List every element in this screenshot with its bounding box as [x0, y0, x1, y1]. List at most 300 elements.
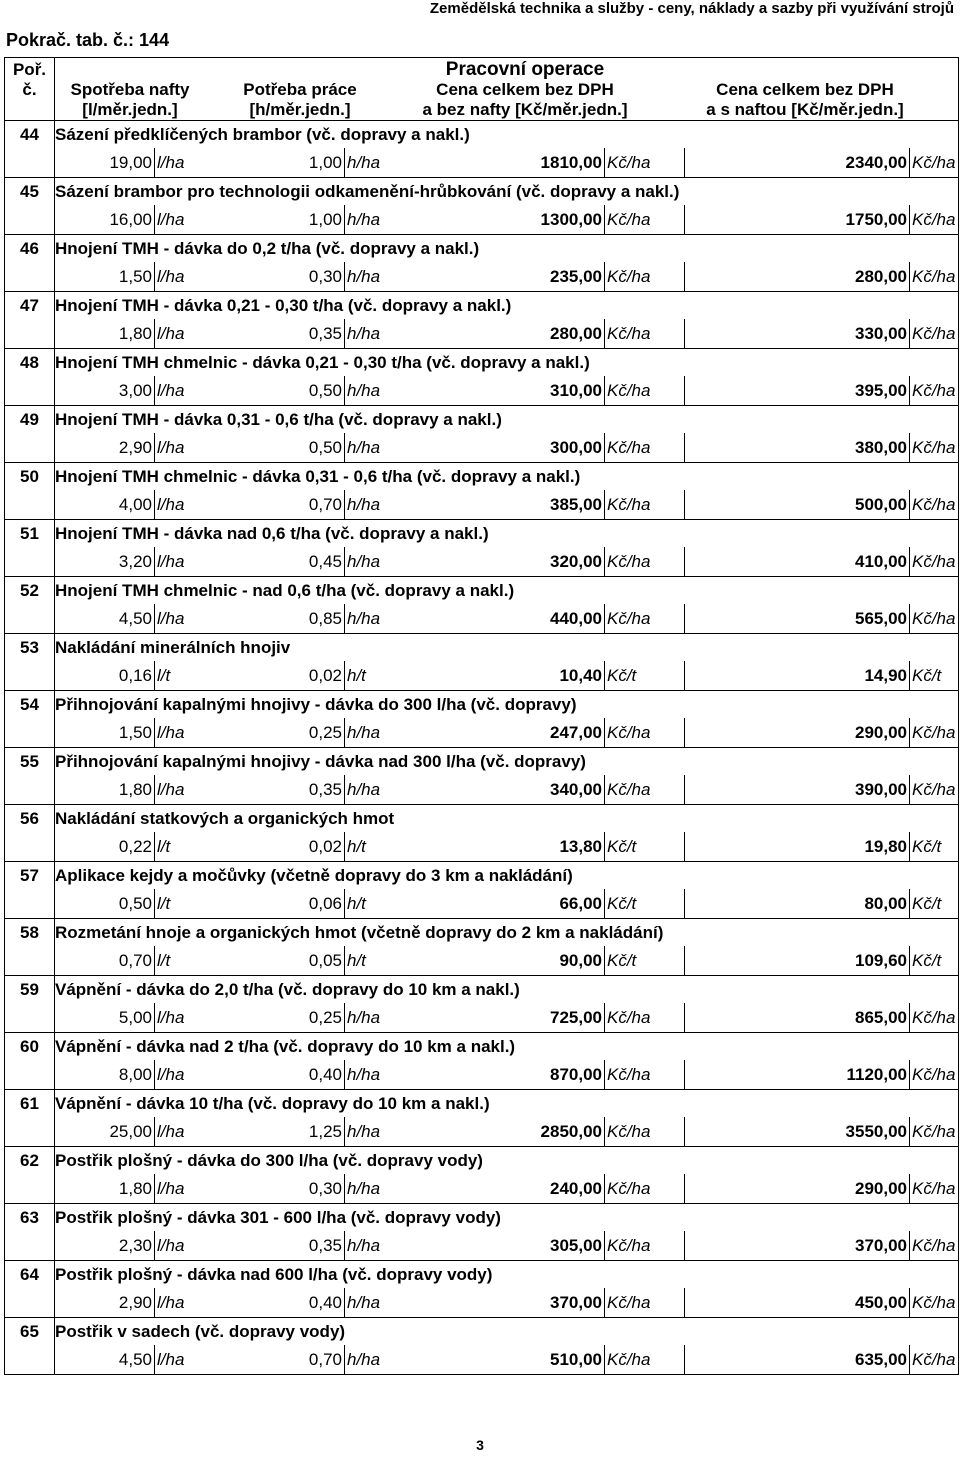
operation-number: 51: [5, 520, 55, 548]
pricefuel-value: 19,80: [685, 832, 910, 862]
operation-number: 55: [5, 748, 55, 776]
operation-values-row: [5, 1060, 959, 1090]
work-value: 0,30: [205, 1174, 345, 1204]
values-row-indent: [5, 376, 55, 406]
pricefuel-unit: Kč/ha: [910, 604, 959, 634]
operation-name: Hnojení TMH chmelnic - nad 0,6 t/ha (vč. dopravy a nakl.): [55, 580, 515, 600]
price-value: 10,40: [395, 661, 605, 691]
values-row-indent: [5, 490, 55, 520]
operation-name: Postřik plošný - dávka 301 - 600 l/ha (vč. dopravy vody): [55, 1207, 501, 1227]
operation-title-row: [5, 919, 959, 947]
operation-number: 62: [5, 1147, 55, 1175]
price-value: 340,00: [395, 775, 605, 805]
fuel-value: 0,70: [55, 946, 155, 976]
operation-values-row: [5, 718, 959, 748]
fuel-value: 4,00: [55, 490, 155, 520]
header-work: [205, 80, 395, 120]
operation-values-row: [5, 262, 959, 292]
operation-number: 65: [5, 1318, 55, 1346]
values-row-indent: [5, 1060, 55, 1090]
work-unit: h/ha: [345, 547, 395, 577]
pricefuel-value: 370,00: [685, 1231, 910, 1261]
operation-values-row: [5, 433, 959, 463]
table-continuation-label: Pokrač. tab. č.: 144: [6, 30, 170, 50]
price-unit: Kč/t: [605, 889, 685, 919]
pricefuel-unit: Kč/t: [910, 661, 959, 691]
pricefuel-value: 410,00: [685, 547, 910, 577]
fuel-unit: l/ha: [155, 1060, 205, 1090]
pricefuel-value: 450,00: [685, 1288, 910, 1318]
fuel-value: 3,00: [55, 376, 155, 406]
operation-name: Sázení předklíčených brambor (vč. dopravy a nakl.): [55, 124, 470, 144]
operation-title-row: [5, 634, 959, 662]
pricefuel-value: 395,00: [685, 376, 910, 406]
price-value: 247,00: [395, 718, 605, 748]
fuel-unit: l/ha: [155, 1345, 205, 1375]
operation-title-row: [5, 976, 959, 1004]
price-unit: Kč/ha: [605, 1117, 685, 1147]
work-value: 0,02: [205, 832, 345, 862]
operation-number: 44: [5, 121, 55, 149]
price-value: 305,00: [395, 1231, 605, 1261]
work-value: 0,70: [205, 490, 345, 520]
fuel-unit: l/ha: [155, 148, 205, 178]
work-unit: h/t: [345, 832, 395, 862]
pricefuel-unit: Kč/ha: [910, 547, 959, 577]
pricefuel-value: 14,90: [685, 661, 910, 691]
work-unit: h/ha: [345, 433, 395, 463]
header-price: [395, 80, 655, 120]
operation-title-row: [5, 121, 959, 149]
values-row-indent: [5, 1117, 55, 1147]
values-row-indent: [5, 319, 55, 349]
fuel-value: 0,50: [55, 889, 155, 919]
operation-number: 61: [5, 1090, 55, 1118]
operation-values-row: [5, 775, 959, 805]
operation-name: Hnojení TMH - dávka 0,21 - 0,30 t/ha (vč. dopravy a nakl.): [55, 295, 512, 315]
operation-name: Hnojení TMH - dávka 0,31 - 0,6 t/ha (vč. dopravy a nakl.): [55, 409, 502, 429]
pricefuel-unit: Kč/ha: [910, 205, 959, 235]
pricefuel-unit: Kč/ha: [910, 1345, 959, 1375]
fuel-unit: l/ha: [155, 1288, 205, 1318]
fuel-unit: l/ha: [155, 205, 205, 235]
price-unit: Kč/ha: [605, 1231, 685, 1261]
fuel-value: 2,90: [55, 433, 155, 463]
fuel-value: 5,00: [55, 1003, 155, 1033]
pricefuel-unit: Kč/ha: [910, 148, 959, 178]
price-unit: Kč/ha: [605, 490, 685, 520]
operation-name: Hnojení TMH - dávka do 0,2 t/ha (vč. dopravy a nakl.): [55, 238, 480, 258]
values-row-indent: [5, 718, 55, 748]
page-number: 3: [476, 1437, 484, 1453]
fuel-value: 4,50: [55, 1345, 155, 1375]
values-row-indent: [5, 1003, 55, 1033]
operation-name: Nakládání statkových a organických hmot: [55, 808, 395, 828]
work-unit: h/ha: [345, 1117, 395, 1147]
operation-number: 60: [5, 1033, 55, 1061]
price-unit: Kč/ha: [605, 148, 685, 178]
header-work-line1: Potřeba práce: [243, 80, 357, 99]
operation-title-row: [5, 1204, 959, 1232]
pricefuel-value: 290,00: [685, 718, 910, 748]
work-value: 0,25: [205, 1003, 345, 1033]
operation-name: Hnojení TMH - dávka nad 0,6 t/ha (vč. dopravy a nakl.): [55, 523, 489, 543]
operation-title-row: [5, 292, 959, 320]
pricefuel-unit: Kč/t: [910, 946, 959, 976]
operation-name: Přihnojování kapalnými hnojivy - dávka do 300 l/ha (vč. dopravy): [55, 694, 577, 714]
work-value: 0,25: [205, 718, 345, 748]
fuel-value: 0,22: [55, 832, 155, 862]
fuel-unit: l/ha: [155, 319, 205, 349]
price-value: 300,00: [395, 433, 605, 463]
values-row-indent: [5, 1345, 55, 1375]
header-por-line1: Poř.: [12, 60, 47, 79]
pricefuel-value: 330,00: [685, 319, 910, 349]
operation-values-row: [5, 1288, 959, 1318]
operation-values-row: [5, 148, 959, 178]
operation-title-row: [5, 1033, 959, 1061]
price-unit: Kč/ha: [605, 1060, 685, 1090]
operation-number: 50: [5, 463, 55, 491]
fuel-unit: l/ha: [155, 262, 205, 292]
price-unit: Kč/t: [605, 661, 685, 691]
work-unit: h/ha: [345, 1345, 395, 1375]
pricefuel-value: 865,00: [685, 1003, 910, 1033]
price-value: 870,00: [395, 1060, 605, 1090]
operation-number: 58: [5, 919, 55, 947]
fuel-value: 4,50: [55, 604, 155, 634]
price-value: 13,80: [395, 832, 605, 862]
work-unit: h/ha: [345, 1231, 395, 1261]
operation-number: 59: [5, 976, 55, 1004]
operation-values-row: [5, 889, 959, 919]
work-value: 1,00: [205, 205, 345, 235]
operation-number: 48: [5, 349, 55, 377]
pricefuel-unit: Kč/ha: [910, 433, 959, 463]
price-value: 385,00: [395, 490, 605, 520]
operation-title-row: [5, 1318, 959, 1346]
operation-name: Přihnojování kapalnými hnojivy - dávka nad 300 l/ha (vč. dopravy): [55, 751, 586, 771]
operation-number: 64: [5, 1261, 55, 1289]
work-unit: h/ha: [345, 1174, 395, 1204]
operation-name: Postřik v sadech (vč. dopravy vody): [55, 1321, 346, 1341]
operation-title-row: [5, 1261, 959, 1289]
price-unit: Kč/ha: [605, 1345, 685, 1375]
fuel-unit: l/ha: [155, 604, 205, 634]
operation-name: Vápnění - dávka nad 2 t/ha (vč. dopravy do 10 km a nakl.): [55, 1036, 516, 1056]
work-unit: h/ha: [345, 376, 395, 406]
fuel-unit: l/ha: [155, 490, 205, 520]
operation-name: Vápnění - dávka do 2,0 t/ha (vč. dopravy do 10 km a nakl.): [55, 979, 520, 999]
price-value: 1300,00: [395, 205, 605, 235]
fuel-value: 16,00: [55, 205, 155, 235]
fuel-value: 25,00: [55, 1117, 155, 1147]
pricefuel-unit: Kč/ha: [910, 775, 959, 805]
values-row-indent: [5, 775, 55, 805]
operation-title-row: [5, 178, 959, 206]
work-unit: h/ha: [345, 718, 395, 748]
price-unit: Kč/ha: [605, 604, 685, 634]
operation-values-row: [5, 376, 959, 406]
pricefuel-value: 290,00: [685, 1174, 910, 1204]
fuel-unit: l/ha: [155, 718, 205, 748]
fuel-value: 1,80: [55, 775, 155, 805]
header-pricefuel-line2: a s naftou [Kč/měr.jedn.]: [706, 100, 904, 119]
values-row-indent: [5, 889, 55, 919]
pricefuel-value: 380,00: [685, 433, 910, 463]
pricefuel-value: 80,00: [685, 889, 910, 919]
pricefuel-unit: Kč/ha: [910, 1060, 959, 1090]
values-row-indent: [5, 661, 55, 691]
work-value: 0,35: [205, 319, 345, 349]
pricefuel-unit: Kč/t: [910, 832, 959, 862]
price-table: [4, 57, 959, 1375]
pricefuel-unit: Kč/ha: [910, 1003, 959, 1033]
pricefuel-value: 280,00: [685, 262, 910, 292]
price-unit: Kč/ha: [605, 1288, 685, 1318]
fuel-unit: l/ha: [155, 1117, 205, 1147]
operation-values-row: [5, 1117, 959, 1147]
fuel-unit: l/ha: [155, 1003, 205, 1033]
header-pricefuel-line1: Cena celkem bez DPH: [716, 80, 894, 99]
operation-name: Hnojení TMH chmelnic - dávka 0,31 - 0,6 t/ha (vč. dopravy a nakl.): [55, 466, 581, 486]
operation-name: Sázení brambor pro technologii odkamenění-hrůbkování (vč. dopravy a nakl.): [55, 181, 680, 201]
pricefuel-value: 500,00: [685, 490, 910, 520]
values-row-indent: [5, 148, 55, 178]
price-unit: Kč/ha: [605, 547, 685, 577]
header-fuel: [55, 80, 205, 120]
table-body: [5, 121, 959, 1375]
price-unit: Kč/ha: [605, 205, 685, 235]
work-unit: h/t: [345, 946, 395, 976]
operation-values-row: [5, 832, 959, 862]
price-value: 310,00: [395, 376, 605, 406]
pricefuel-value: 635,00: [685, 1345, 910, 1375]
pricefuel-unit: Kč/ha: [910, 319, 959, 349]
operation-values-row: [5, 946, 959, 976]
operation-values-row: [5, 1345, 959, 1375]
header-por: [5, 58, 55, 121]
values-row-indent: [5, 946, 55, 976]
operation-number: 57: [5, 862, 55, 890]
work-unit: h/ha: [345, 319, 395, 349]
work-value: 0,35: [205, 775, 345, 805]
price-unit: Kč/t: [605, 946, 685, 976]
fuel-unit: l/ha: [155, 376, 205, 406]
operation-title-row: [5, 1090, 959, 1118]
operation-title-row: [5, 805, 959, 833]
price-value: 66,00: [395, 889, 605, 919]
operation-number: 54: [5, 691, 55, 719]
price-unit: Kč/ha: [605, 262, 685, 292]
fuel-value: 19,00: [55, 148, 155, 178]
work-value: 0,30: [205, 262, 345, 292]
work-unit: h/ha: [345, 775, 395, 805]
price-value: 320,00: [395, 547, 605, 577]
work-unit: h/ha: [345, 262, 395, 292]
pricefuel-value: 390,00: [685, 775, 910, 805]
operation-name: Postřik plošný - dávka nad 600 l/ha (vč. dopravy vody): [55, 1264, 493, 1284]
pricefuel-unit: Kč/ha: [910, 1288, 959, 1318]
pricefuel-unit: Kč/ha: [910, 1117, 959, 1147]
fuel-value: 3,20: [55, 547, 155, 577]
work-value: 0,35: [205, 1231, 345, 1261]
work-value: 0,70: [205, 1345, 345, 1375]
fuel-value: 2,30: [55, 1231, 155, 1261]
pricefuel-unit: Kč/ha: [910, 1174, 959, 1204]
fuel-value: 2,90: [55, 1288, 155, 1318]
operation-values-row: [5, 1003, 959, 1033]
price-value: 2850,00: [395, 1117, 605, 1147]
work-unit: h/ha: [345, 1003, 395, 1033]
work-unit: h/t: [345, 661, 395, 691]
work-value: 0,06: [205, 889, 345, 919]
operation-number: 56: [5, 805, 55, 833]
fuel-unit: l/ha: [155, 1174, 205, 1204]
header-group-title: Pracovní operace: [445, 59, 605, 80]
values-row-indent: [5, 1231, 55, 1261]
price-unit: Kč/ha: [605, 1174, 685, 1204]
price-value: 240,00: [395, 1174, 605, 1204]
pricefuel-unit: Kč/ha: [910, 490, 959, 520]
operation-title-row: [5, 235, 959, 263]
operation-values-row: [5, 205, 959, 235]
fuel-unit: l/t: [155, 661, 205, 691]
fuel-value: 1,50: [55, 718, 155, 748]
price-value: 725,00: [395, 1003, 605, 1033]
values-row-indent: [5, 205, 55, 235]
work-value: 0,50: [205, 433, 345, 463]
work-unit: h/ha: [345, 205, 395, 235]
fuel-unit: l/t: [155, 946, 205, 976]
work-unit: h/ha: [345, 1288, 395, 1318]
pricefuel-unit: Kč/ha: [910, 1231, 959, 1261]
work-value: 0,05: [205, 946, 345, 976]
operation-title-row: [5, 349, 959, 377]
pricefuel-unit: Kč/t: [910, 889, 959, 919]
operation-name: Vápnění - dávka 10 t/ha (vč. dopravy do 10 km a nakl.): [55, 1093, 490, 1113]
pricefuel-value: 109,60: [685, 946, 910, 976]
fuel-value: 0,16: [55, 661, 155, 691]
values-row-indent: [5, 547, 55, 577]
pricefuel-value: 1750,00: [685, 205, 910, 235]
header-work-line2: [h/měr.jedn.]: [249, 100, 351, 119]
operation-title-row: [5, 520, 959, 548]
table-header: [5, 58, 959, 121]
fuel-unit: l/ha: [155, 775, 205, 805]
operation-number: 49: [5, 406, 55, 434]
price-unit: Kč/ha: [605, 1003, 685, 1033]
fuel-value: 1,80: [55, 1174, 155, 1204]
operation-number: 45: [5, 178, 55, 206]
price-unit: Kč/ha: [605, 433, 685, 463]
price-unit: Kč/t: [605, 832, 685, 862]
pricefuel-value: 1120,00: [685, 1060, 910, 1090]
work-unit: h/t: [345, 889, 395, 919]
operation-title-row: [5, 406, 959, 434]
work-unit: h/ha: [345, 1060, 395, 1090]
values-row-indent: [5, 433, 55, 463]
operation-title-row: [5, 862, 959, 890]
operation-name: Aplikace kejdy a močůvky (včetně dopravy do 3 km a nakládání): [55, 865, 573, 885]
pricefuel-unit: Kč/ha: [910, 718, 959, 748]
work-value: 1,25: [205, 1117, 345, 1147]
work-value: 0,85: [205, 604, 345, 634]
operation-title-row: [5, 748, 959, 776]
operation-number: 47: [5, 292, 55, 320]
values-row-indent: [5, 1174, 55, 1204]
fuel-value: 1,80: [55, 319, 155, 349]
price-unit: Kč/ha: [605, 718, 685, 748]
values-row-indent: [5, 262, 55, 292]
pricefuel-value: 2340,00: [685, 148, 910, 178]
operation-values-row: [5, 547, 959, 577]
work-value: 0,40: [205, 1288, 345, 1318]
fuel-unit: l/ha: [155, 433, 205, 463]
work-value: 0,02: [205, 661, 345, 691]
price-value: 370,00: [395, 1288, 605, 1318]
pricefuel-unit: Kč/ha: [910, 376, 959, 406]
fuel-unit: l/t: [155, 832, 205, 862]
price-value: 90,00: [395, 946, 605, 976]
header-fuel-line2: [l/měr.jedn.]: [82, 100, 178, 119]
price-value: 510,00: [395, 1345, 605, 1375]
operation-name: Hnojení TMH chmelnic - dávka 0,21 - 0,30 t/ha (vč. dopravy a nakl.): [55, 352, 590, 372]
operation-values-row: [5, 1231, 959, 1261]
values-row-indent: [5, 604, 55, 634]
work-value: 1,00: [205, 148, 345, 178]
operation-values-row: [5, 604, 959, 634]
values-row-indent: [5, 832, 55, 862]
header-operation: [55, 58, 959, 121]
document-title: Zemědělská technika a služby - ceny, náklady a sazby při využívání strojů: [429, 0, 954, 17]
header-price-line1: Cena celkem bez DPH: [436, 80, 614, 99]
pricefuel-unit: Kč/ha: [910, 262, 959, 292]
operation-values-row: [5, 1174, 959, 1204]
operation-title-row: [5, 463, 959, 491]
operation-values-row: [5, 661, 959, 691]
operation-number: 63: [5, 1204, 55, 1232]
fuel-unit: l/ha: [155, 1231, 205, 1261]
price-unit: Kč/ha: [605, 319, 685, 349]
header-pricefuel: [655, 80, 955, 120]
operation-number: 52: [5, 577, 55, 605]
work-value: 0,40: [205, 1060, 345, 1090]
work-value: 0,45: [205, 547, 345, 577]
operation-title-row: [5, 691, 959, 719]
header-price-line2: a bez nafty [Kč/měr.jedn.]: [422, 100, 628, 119]
operation-name: Nakládání minerálních hnojiv: [55, 637, 291, 657]
operation-number: 53: [5, 634, 55, 662]
fuel-value: 1,50: [55, 262, 155, 292]
fuel-value: 8,00: [55, 1060, 155, 1090]
operation-name: Postřik plošný - dávka do 300 l/ha (vč. dopravy vody): [55, 1150, 483, 1170]
work-unit: h/ha: [345, 490, 395, 520]
price-value: 440,00: [395, 604, 605, 634]
work-unit: h/ha: [345, 604, 395, 634]
operation-values-row: [5, 490, 959, 520]
operation-title-row: [5, 1147, 959, 1175]
header-fuel-line1: Spotřeba nafty: [70, 80, 190, 99]
price-value: 1810,00: [395, 148, 605, 178]
values-row-indent: [5, 1288, 55, 1318]
operation-title-row: [5, 577, 959, 605]
work-value: 0,50: [205, 376, 345, 406]
operation-number: 46: [5, 235, 55, 263]
fuel-unit: l/t: [155, 889, 205, 919]
price-value: 280,00: [395, 319, 605, 349]
price-value: 235,00: [395, 262, 605, 292]
